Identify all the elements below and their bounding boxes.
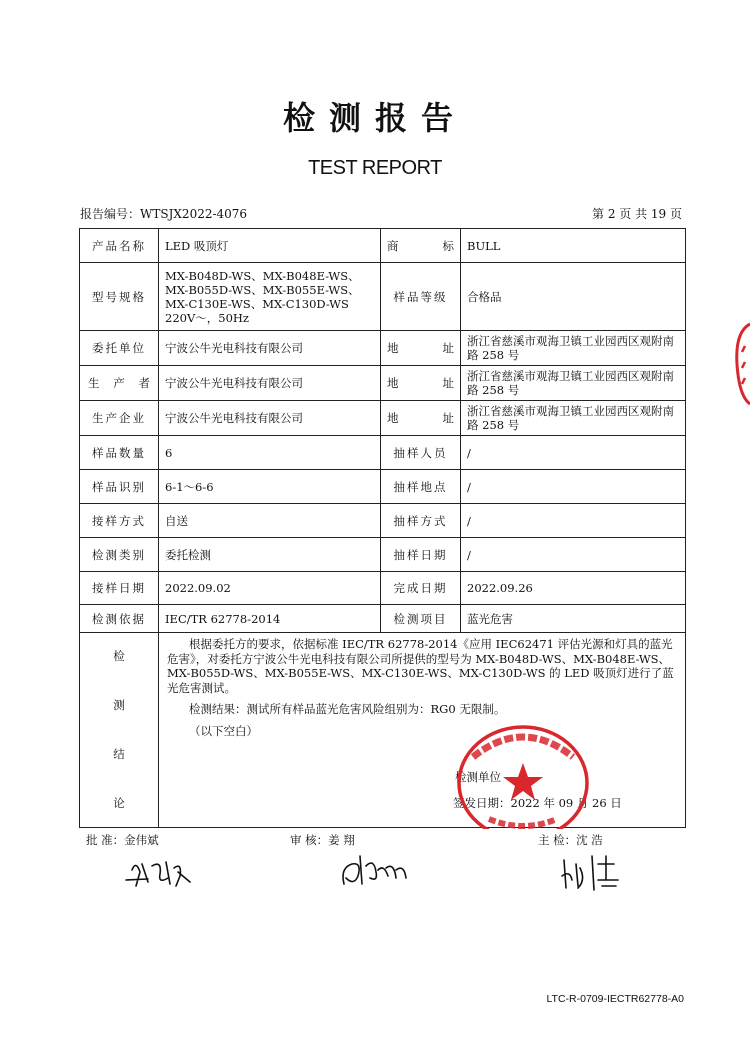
label-model: 型号规格 xyxy=(80,263,159,331)
official-stamp xyxy=(455,723,591,829)
value-sample-qty: 6 xyxy=(159,436,381,470)
label-sampler: 抽样人员 xyxy=(381,436,461,470)
test-signature xyxy=(538,832,603,848)
value-producer: 宁波公牛光电科技有限公司 xyxy=(159,366,381,401)
value-sampling-date: / xyxy=(461,538,686,572)
approve-label: 批 准： xyxy=(86,833,125,847)
table-row xyxy=(80,229,686,263)
label-sample-qty: 样品数量 xyxy=(80,436,159,470)
issuer-label: 检测单位 xyxy=(455,770,501,784)
value-model xyxy=(159,263,381,331)
conclusion-content xyxy=(159,633,686,828)
page-info: 第 2 页 共 19 页 xyxy=(592,207,682,221)
conclusion-char: 测 xyxy=(113,698,125,712)
value-test-item: 蓝光危害 xyxy=(461,605,686,633)
value-basis: IEC/TR 62778-2014 xyxy=(159,605,381,633)
label-sampling-place: 抽样地点 xyxy=(381,470,461,504)
label-basis: 检测依据 xyxy=(80,605,159,633)
value-manufacturer-address: 浙江省慈溪市观海卫镇工业园西区观附南路 258 号 xyxy=(461,401,686,436)
approve-signature xyxy=(86,832,159,848)
value-product-name: LED 吸顶灯 xyxy=(159,229,381,263)
value-receive-date: 2022.09.02 xyxy=(159,572,381,605)
table-row xyxy=(80,605,686,633)
review-name: 姜 翔 xyxy=(328,833,355,847)
label-manufacturer: 生产企业 xyxy=(80,401,159,436)
value-client-address: 浙江省慈溪市观海卫镇工业园西区观附南路 258 号 xyxy=(461,331,686,366)
approve-name: 金伟斌 xyxy=(124,833,159,847)
label-product-name: 产品名称 xyxy=(80,229,159,263)
label-sampling-date: 抽样日期 xyxy=(381,538,461,572)
table-row xyxy=(80,401,686,436)
page-title: 检测报告 xyxy=(282,99,467,137)
value-receive-mode: 自送 xyxy=(159,504,381,538)
report-table xyxy=(79,228,686,828)
value-sampler: / xyxy=(461,436,686,470)
blank-note: （以下空白） xyxy=(189,724,258,738)
issue-date: 签发日期：2022 年 09 月 26 日 xyxy=(453,796,622,810)
label-producer-address: 地址 xyxy=(381,366,461,401)
edge-seal-mark xyxy=(733,318,750,410)
conclusion-result: 检测结果：测试所有样品蓝光危害风险组别为：RG0 无限制。 xyxy=(189,702,506,716)
table-row xyxy=(80,470,686,504)
table-row xyxy=(80,538,686,572)
value-complete-date: 2022.09.26 xyxy=(461,572,686,605)
review-signature xyxy=(290,832,355,848)
conclusion-char: 结 xyxy=(113,747,125,761)
table-row xyxy=(80,504,686,538)
value-sample-id: 6-1～6-6 xyxy=(159,470,381,504)
approve-handwriting xyxy=(118,852,198,892)
value-sampling-mode: / xyxy=(461,504,686,538)
model-line: 220V～，50Hz xyxy=(165,310,249,325)
table-row xyxy=(80,263,686,331)
label-receive-date: 接样日期 xyxy=(80,572,159,605)
page-subtitle: TEST REPORT xyxy=(308,157,442,179)
conclusion-char: 论 xyxy=(113,796,125,810)
test-name: 沈 浩 xyxy=(576,833,603,847)
test-label: 主 检： xyxy=(538,833,577,847)
label-sample-id: 样品识别 xyxy=(80,470,159,504)
report-number-value: WTSJX2022-4076 xyxy=(140,207,248,221)
value-sampling-place: / xyxy=(461,470,686,504)
label-manufacturer-address: 地址 xyxy=(381,401,461,436)
label-trademark: 商标 xyxy=(381,229,461,263)
conclusion-row xyxy=(80,633,686,828)
report-number xyxy=(80,205,247,222)
test-handwriting xyxy=(556,850,626,894)
model-line: MX-B055D-WS、MX-B055E-WS、 xyxy=(165,282,360,297)
label-sampling-mode: 抽样方式 xyxy=(381,504,461,538)
value-producer-address: 浙江省慈溪市观海卫镇工业园西区观附南路 258 号 xyxy=(461,366,686,401)
label-client: 委托单位 xyxy=(80,331,159,366)
value-trademark: BULL xyxy=(461,229,686,263)
value-client: 宁波公牛光电科技有限公司 xyxy=(159,331,381,366)
model-line: MX-C130E-WS、MX-C130D-WS xyxy=(165,296,349,311)
table-row xyxy=(80,572,686,605)
label-test-item: 检测项目 xyxy=(381,605,461,633)
conclusion-char: 检 xyxy=(113,649,125,663)
report-number-label: 报告编号： xyxy=(80,207,141,221)
label-conclusion xyxy=(80,633,159,828)
footer-code: LTC-R-0709-IECTR62778-A0 xyxy=(546,993,684,1005)
table-row xyxy=(80,366,686,401)
table-row xyxy=(80,436,686,470)
label-complete-date: 完成日期 xyxy=(381,572,461,605)
model-line: MX-B048D-WS、MX-B048E-WS、 xyxy=(165,268,360,283)
review-label: 审 核： xyxy=(290,833,329,847)
review-handwriting xyxy=(334,848,414,892)
value-sample-grade: 合格品 xyxy=(461,263,686,331)
table-row xyxy=(80,331,686,366)
label-test-type: 检测类别 xyxy=(80,538,159,572)
value-manufacturer: 宁波公牛光电科技有限公司 xyxy=(159,401,381,436)
label-client-address: 地址 xyxy=(381,331,461,366)
label-sample-grade: 样品等级 xyxy=(381,263,461,331)
label-receive-mode: 接样方式 xyxy=(80,504,159,538)
value-test-type: 委托检测 xyxy=(159,538,381,572)
label-producer: 生产者 xyxy=(80,366,159,401)
conclusion-paragraph: 根据委托方的要求，依据标准 IEC/TR 62778-2014《应用 IEC62471 评估光源和灯具的蓝光危害》，对委托方宁波公牛光电科技有限公司所提供的型号为 MX-B048D-WS、MX-B048E-WS、MX-B055D-WS、MX-B055E-WS、MX-C130E-WS、MX-C130D-WS 的 LED 吸顶灯进行了蓝光危害测试。 xyxy=(167,637,674,695)
